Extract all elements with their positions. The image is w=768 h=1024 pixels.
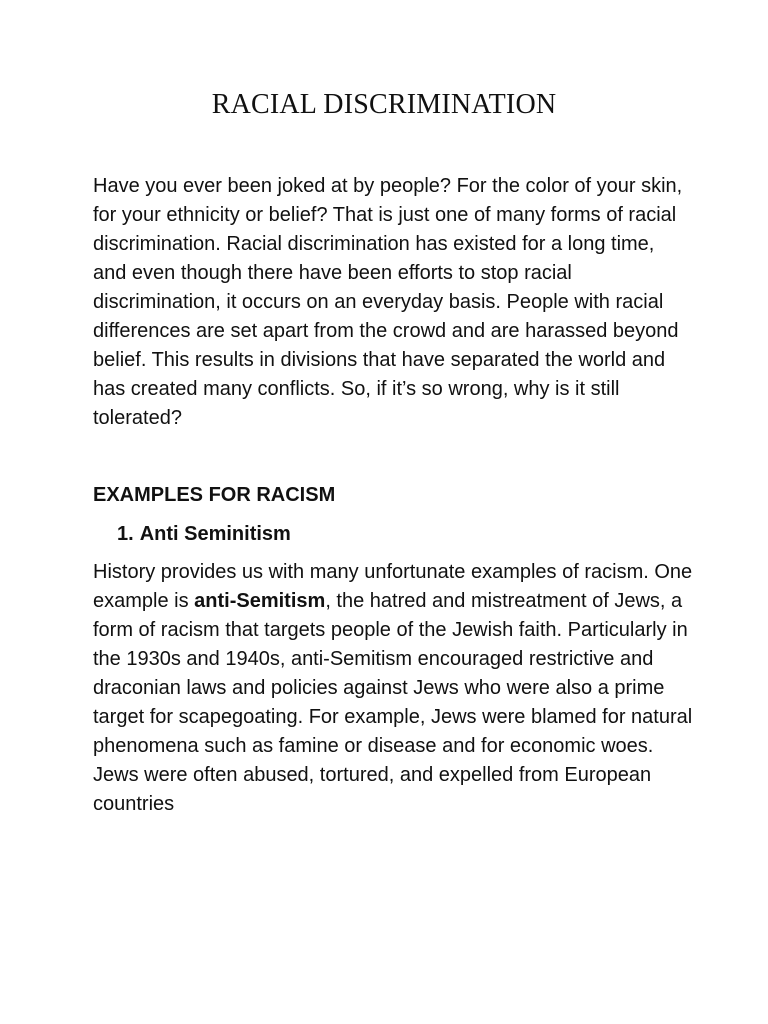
list-item-number: 1. (117, 523, 134, 545)
paragraph-text-start: History provides us with many unfortunate examples of racism. One example is (93, 561, 693, 612)
bold-term: anti-Semitism (194, 590, 326, 612)
section-heading: EXAMPLES FOR RACISM (93, 484, 336, 506)
list-item (117, 520, 291, 549)
paragraph-text-end: , the hatred and mistreatment of Jews, a form of racism that targets people of the Jewish faith. Particularly in the 1930s and 1940s, anti-Semitism encouraged restrictive and draconian laws and policies against Jews who were also a prime target for scapegoating. For example, Jews were blamed for natural phenomena such as famine or disease and for economic woes. Jews were often abused, tortured, and expelled from European countries (93, 590, 693, 815)
intro-paragraph: Have you ever been joked at by people? For the color of your skin, for your ethnicity or belief? That is just one of many forms of racial discrimination. Racial discrimination has existed for a long time, and even though there have been efforts to stop racial discrimination, it occurs on an everyday basis. People with racial differences are set apart from the crowd and are harassed beyond belief. This results in divisions that have separated the world and has created many conflicts. So, if it’s so wrong, why is it still tolerated? (93, 175, 683, 429)
list-item-label: Anti Seminitism (139, 523, 291, 545)
document-title: RACIAL DISCRIMINATION (211, 89, 557, 120)
anti-semitism-paragraph (93, 558, 693, 819)
